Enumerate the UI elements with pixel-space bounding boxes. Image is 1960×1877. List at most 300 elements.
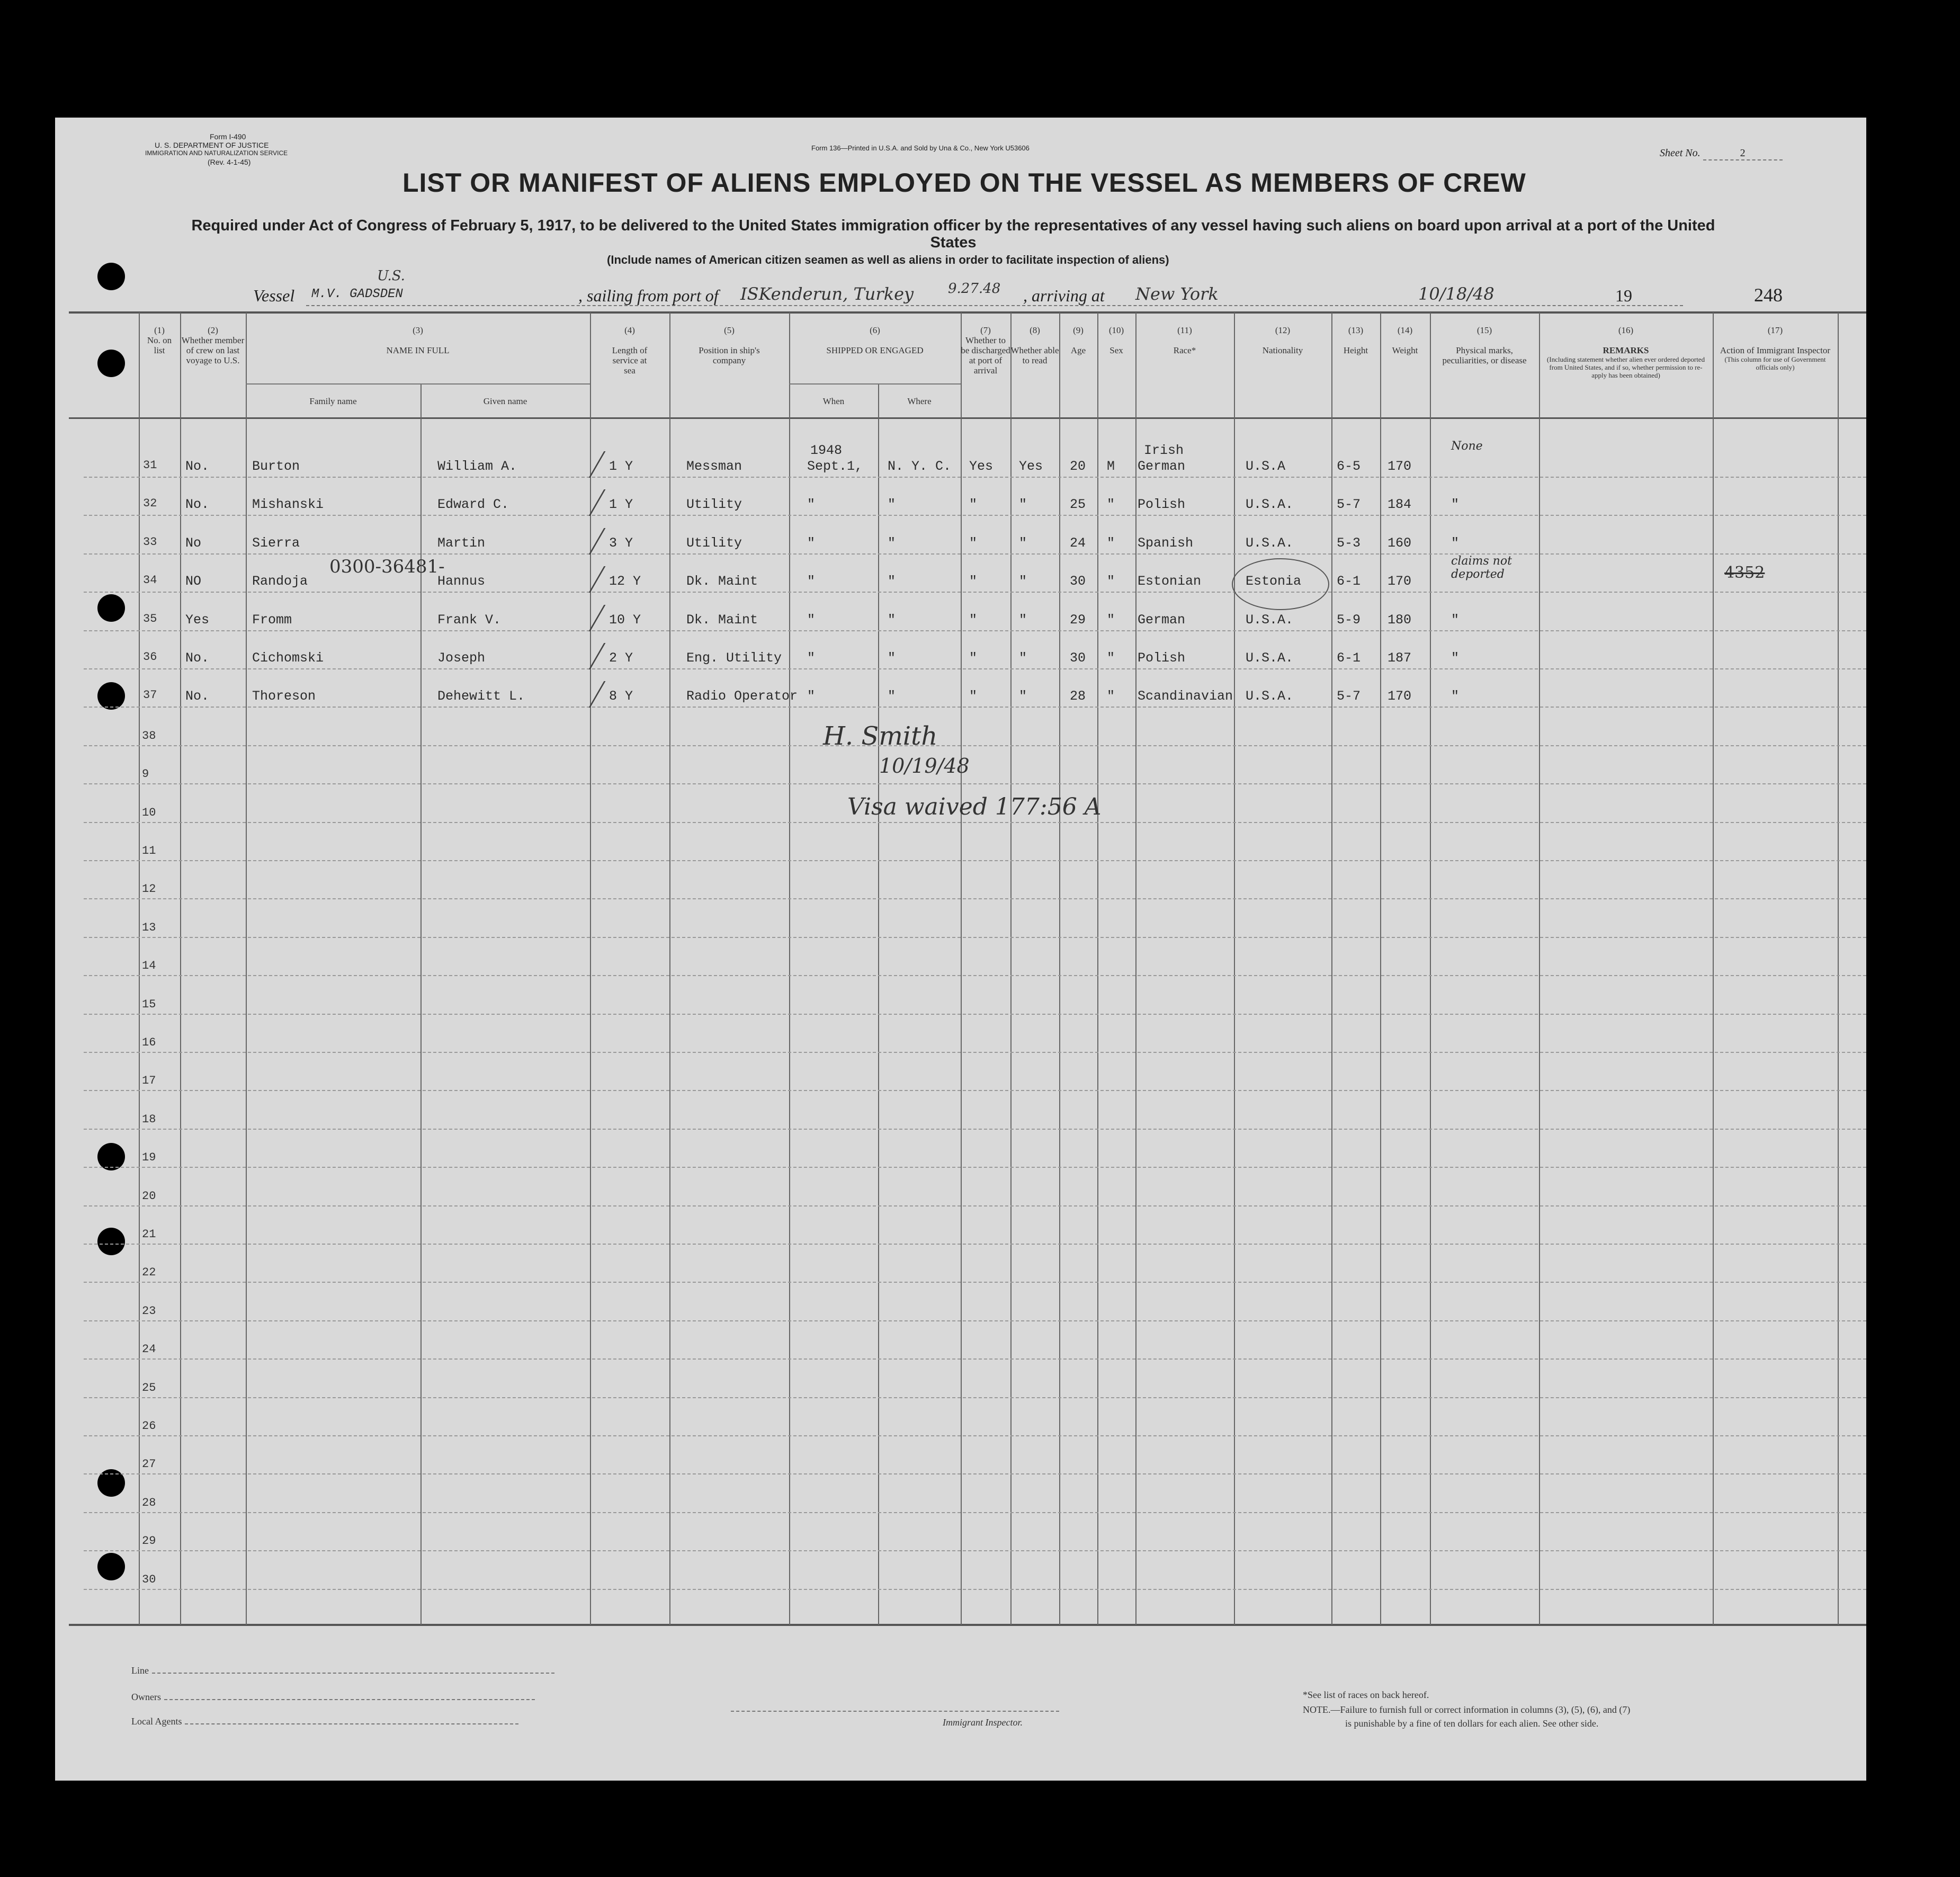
weight: 180 bbox=[1388, 612, 1412, 628]
sailing-date: 9.27.48 bbox=[948, 281, 1001, 297]
position: Utility bbox=[686, 497, 742, 512]
subheader-family-name: Family name bbox=[309, 396, 357, 406]
age: 30 bbox=[1070, 574, 1086, 589]
printer-line: Form 136—Printed in U.S.A. and Sold by Una & Co., New York U53606 bbox=[811, 144, 1030, 152]
height: 6-5 bbox=[1337, 459, 1361, 474]
col-label: Whether able to read bbox=[1010, 345, 1059, 365]
col-header-12 bbox=[1234, 325, 1331, 355]
col-divider bbox=[669, 312, 670, 1625]
prev-voyage: No. bbox=[185, 497, 210, 512]
age: 20 bbox=[1070, 459, 1086, 474]
owners-label: Owners bbox=[131, 1692, 161, 1702]
shipped-when: " bbox=[807, 689, 816, 704]
arriving-date: 10/18/48 bbox=[1418, 284, 1494, 304]
col-num: (5) bbox=[724, 325, 735, 335]
table-bottom-border bbox=[69, 1624, 1866, 1626]
sailing-label: , sailing from port of bbox=[578, 286, 719, 305]
punch-hole bbox=[97, 1553, 125, 1580]
col-label: No. on list bbox=[147, 335, 172, 355]
arriving-port: New York bbox=[1135, 284, 1219, 304]
col-label: REMARKS bbox=[1603, 345, 1649, 355]
family-name: Burton bbox=[252, 459, 300, 474]
penalty-note bbox=[1303, 1704, 1630, 1715]
page-title: LIST OR MANIFEST OF ALIENS EMPLOYED ON THE VESSEL AS MEMBERS OF CREW bbox=[402, 168, 1526, 198]
shipped-where: N. Y. C. bbox=[888, 459, 952, 474]
row-number: 14 bbox=[142, 959, 156, 972]
department-name: U. S. DEPARTMENT OF JUSTICE bbox=[155, 141, 269, 149]
position: Dk. Maint bbox=[686, 612, 758, 628]
service-name: IMMIGRATION AND NATURALIZATION SERVICE bbox=[145, 149, 288, 157]
age: 29 bbox=[1070, 612, 1086, 628]
sailing-port: ISKenderun, Turkey bbox=[740, 284, 914, 304]
shipped-when: " bbox=[807, 574, 816, 589]
row-number: 25 bbox=[142, 1381, 156, 1395]
height: 6-1 bbox=[1337, 650, 1361, 666]
nationality: U.S.A. bbox=[1246, 612, 1294, 628]
row-number: 30 bbox=[142, 1573, 156, 1586]
service-length: 1 Y bbox=[609, 497, 633, 512]
service-length: 1 Y bbox=[609, 459, 633, 474]
col-label: Physical marks, peculiarities, or disease bbox=[1442, 345, 1527, 365]
footer-owners-label bbox=[131, 1692, 535, 1703]
race-note: *See list of races on back hereof. bbox=[1303, 1690, 1429, 1700]
row-number: 33 bbox=[143, 535, 157, 549]
family-name: Fromm bbox=[252, 612, 292, 628]
row-line bbox=[84, 1090, 1866, 1091]
penalty-note-2: is punishable by a fine of ten dollars for each alien. See other side. bbox=[1345, 1718, 1599, 1729]
age: 25 bbox=[1070, 497, 1086, 512]
position: Messman bbox=[686, 459, 742, 474]
inspector-signature: H. Smith bbox=[823, 721, 938, 751]
service-length: 3 Y bbox=[609, 535, 633, 551]
row-number: 9 bbox=[142, 767, 149, 781]
col-label: Weight bbox=[1392, 345, 1418, 355]
col-num: (1) bbox=[154, 325, 165, 335]
age: 30 bbox=[1070, 650, 1086, 666]
height: 5-7 bbox=[1337, 689, 1361, 704]
col-num: (13) bbox=[1348, 325, 1364, 335]
sex: M bbox=[1107, 459, 1115, 474]
race: Estonian bbox=[1138, 574, 1202, 589]
col-label: Length of service at sea bbox=[612, 345, 648, 376]
position: Radio Operator bbox=[686, 689, 798, 704]
header-note: (Include names of American citizen seamen as well as aliens in order to facilitate inspection of aliens) bbox=[607, 253, 1169, 266]
discharge: " bbox=[969, 650, 978, 666]
family-name: Thoreson bbox=[252, 689, 316, 704]
row-number: 15 bbox=[142, 998, 156, 1011]
physical-marks: " bbox=[1451, 650, 1460, 666]
family-name: Cichomski bbox=[252, 650, 324, 666]
col-divider bbox=[139, 312, 140, 1625]
nationality: U.S.A bbox=[1246, 459, 1286, 474]
sex: " bbox=[1107, 689, 1115, 704]
action-note: (This column for use of Government officials only) bbox=[1724, 355, 1826, 371]
col-header-6 bbox=[789, 325, 961, 355]
col-num: (12) bbox=[1275, 325, 1291, 335]
row-number: 31 bbox=[143, 459, 157, 472]
nationality: U.S.A. bbox=[1246, 650, 1294, 666]
shipped-where: " bbox=[888, 612, 896, 628]
row-number: 36 bbox=[143, 650, 157, 664]
row-line bbox=[84, 1167, 1866, 1168]
col-divider bbox=[1097, 312, 1098, 1625]
inspector-signature-line bbox=[731, 1711, 1059, 1712]
punch-hole bbox=[97, 263, 125, 290]
physical-marks: None bbox=[1451, 440, 1483, 453]
able-to-read: " bbox=[1019, 689, 1027, 704]
row-line bbox=[84, 1129, 1866, 1130]
shipped-year: 1948 bbox=[810, 443, 843, 458]
shipped-where: " bbox=[888, 535, 896, 551]
row-number: 13 bbox=[142, 921, 156, 934]
prev-voyage: No bbox=[185, 535, 202, 551]
row-line bbox=[84, 668, 1866, 669]
service-length: 12 Y bbox=[609, 574, 641, 589]
row-number: 19 bbox=[142, 1151, 156, 1164]
col-divider bbox=[1430, 312, 1431, 1625]
row-number: 27 bbox=[142, 1458, 156, 1471]
subheader-given-name: Given name bbox=[483, 396, 527, 406]
col-header-14 bbox=[1380, 325, 1430, 355]
col-label: Height bbox=[1343, 345, 1368, 355]
able-to-read: Yes bbox=[1019, 459, 1043, 474]
vessel-label: Vessel bbox=[253, 286, 295, 305]
weight: 170 bbox=[1388, 459, 1412, 474]
file-number: 0300-36481- bbox=[329, 556, 445, 577]
col-label: Sex bbox=[1109, 345, 1123, 355]
discharge: " bbox=[969, 535, 978, 551]
col-divider bbox=[1135, 312, 1136, 1625]
immigrant-inspector-label: Immigrant Inspector. bbox=[943, 1717, 1023, 1728]
height: 6-1 bbox=[1337, 574, 1361, 589]
height: 5-9 bbox=[1337, 612, 1361, 628]
agents-label: Local Agents bbox=[131, 1716, 182, 1727]
row-number: 23 bbox=[142, 1304, 156, 1318]
header-subdivider bbox=[789, 383, 961, 385]
row-number: 26 bbox=[142, 1419, 156, 1433]
col-divider bbox=[1059, 312, 1060, 1625]
row-line bbox=[84, 1435, 1866, 1436]
family-name: Mishanski bbox=[252, 497, 324, 512]
weight: 170 bbox=[1388, 574, 1412, 589]
col-num: (17) bbox=[1767, 325, 1783, 335]
col-divider bbox=[1331, 312, 1332, 1625]
arriving-label: , arriving at bbox=[1023, 286, 1105, 305]
row-line bbox=[84, 707, 1866, 708]
nationality: Estonia bbox=[1246, 574, 1302, 589]
col-divider bbox=[180, 312, 181, 1625]
col-num: (4) bbox=[624, 325, 635, 335]
row-line bbox=[84, 937, 1866, 938]
punch-hole bbox=[97, 350, 125, 377]
position: Eng. Utility bbox=[686, 650, 782, 666]
sex: " bbox=[1107, 650, 1115, 666]
year-label: 19 bbox=[1615, 286, 1632, 305]
col-header-3 bbox=[246, 325, 590, 355]
row-line bbox=[84, 745, 1866, 746]
given-name: Joseph bbox=[437, 650, 486, 666]
prev-voyage: No. bbox=[185, 689, 210, 704]
col-label: Age bbox=[1070, 345, 1086, 355]
sheet-number-label bbox=[1660, 147, 1783, 160]
given-name: Frank V. bbox=[437, 612, 502, 628]
service-length: 2 Y bbox=[609, 650, 633, 666]
shipped-where: " bbox=[888, 689, 896, 704]
col-header-9 bbox=[1059, 325, 1097, 355]
col-num: (10) bbox=[1108, 325, 1124, 335]
weight: 184 bbox=[1388, 497, 1412, 512]
row-number: 10 bbox=[142, 806, 156, 819]
row-line bbox=[84, 1052, 1866, 1053]
sex: " bbox=[1107, 574, 1115, 589]
form-number: Form I-490 bbox=[210, 132, 246, 141]
col-header-8 bbox=[1010, 325, 1059, 365]
col-num: (11) bbox=[1177, 325, 1192, 335]
row-line bbox=[84, 1550, 1866, 1551]
position: Dk. Maint bbox=[686, 574, 758, 589]
race-top: Irish bbox=[1144, 443, 1184, 458]
col-header-11 bbox=[1135, 325, 1234, 355]
physical-marks: " bbox=[1451, 497, 1460, 512]
col-divider bbox=[878, 383, 879, 1625]
shipped-when: " bbox=[807, 612, 816, 628]
weight: 187 bbox=[1388, 650, 1412, 666]
row-line bbox=[84, 1320, 1866, 1321]
visa-note: Visa waived 177:56 A bbox=[847, 793, 1102, 820]
row-number: 29 bbox=[142, 1534, 156, 1548]
col-num: (8) bbox=[1030, 325, 1040, 335]
subheader-where: Where bbox=[907, 396, 932, 406]
discharge: " bbox=[969, 574, 978, 589]
footer-agents-label bbox=[131, 1716, 518, 1727]
col-header-4 bbox=[590, 325, 669, 376]
row-line bbox=[84, 1014, 1866, 1015]
row-line bbox=[84, 1397, 1866, 1398]
position: Utility bbox=[686, 535, 742, 551]
col-divider bbox=[1838, 312, 1839, 1625]
row-number: 20 bbox=[142, 1190, 156, 1203]
col-label: SHIPPED OR ENGAGED bbox=[826, 345, 924, 355]
row-number: 16 bbox=[142, 1036, 156, 1049]
given-name: Hannus bbox=[437, 574, 486, 589]
weight: 170 bbox=[1388, 689, 1412, 704]
shipped-where: " bbox=[888, 497, 896, 512]
row-number: 22 bbox=[142, 1266, 156, 1279]
col-header-10 bbox=[1097, 325, 1135, 355]
age: 28 bbox=[1070, 689, 1086, 704]
shipped-where: " bbox=[888, 574, 896, 589]
row-line bbox=[84, 1205, 1866, 1206]
sex: " bbox=[1107, 612, 1115, 628]
col-header-2 bbox=[180, 325, 246, 365]
discharge: " bbox=[969, 689, 978, 704]
col-header-7 bbox=[961, 325, 1010, 376]
col-num: (6) bbox=[870, 325, 880, 335]
col-header-16 bbox=[1539, 325, 1713, 379]
col-divider bbox=[1010, 312, 1012, 1625]
col-num: (14) bbox=[1397, 325, 1413, 335]
col-header-15 bbox=[1430, 325, 1539, 365]
row-number: 12 bbox=[142, 882, 156, 896]
row-line bbox=[84, 477, 1866, 478]
family-name: Randoja bbox=[252, 574, 308, 589]
col-label: Whether to be discharged at port of arrival bbox=[961, 335, 1010, 376]
able-to-read: " bbox=[1019, 574, 1027, 589]
discharge: Yes bbox=[969, 459, 994, 474]
table-top-border bbox=[69, 311, 1866, 314]
col-label: Nationality bbox=[1262, 345, 1303, 355]
footer-line-label bbox=[131, 1665, 554, 1676]
height: 5-3 bbox=[1337, 535, 1361, 551]
discharge: " bbox=[969, 497, 978, 512]
note-label: NOTE.— bbox=[1303, 1704, 1340, 1715]
row-number: 38 bbox=[142, 729, 156, 743]
prev-voyage: Yes bbox=[185, 612, 210, 628]
row-line bbox=[84, 553, 1866, 555]
race: Spanish bbox=[1138, 535, 1194, 551]
col-header-1 bbox=[139, 325, 180, 355]
punch-hole bbox=[97, 594, 125, 622]
service-length: 10 Y bbox=[609, 612, 641, 628]
vessel-prefix: U.S. bbox=[377, 268, 405, 284]
shipped-when: " bbox=[807, 535, 816, 551]
col-label: Position in ship's company bbox=[699, 345, 760, 365]
prev-voyage: No. bbox=[185, 650, 210, 666]
race: Polish bbox=[1138, 650, 1186, 666]
col-num: (7) bbox=[980, 325, 991, 335]
stamp-number: 248 bbox=[1754, 284, 1783, 306]
row-line bbox=[84, 630, 1866, 631]
col-divider bbox=[789, 312, 790, 1625]
inspector-date: 10/19/48 bbox=[879, 754, 970, 777]
crossed-number: 4352 bbox=[1724, 564, 1765, 582]
able-to-read: " bbox=[1019, 535, 1027, 551]
vessel-line bbox=[253, 268, 1815, 307]
vessel-name: M.V. GADSDEN bbox=[311, 287, 403, 301]
given-name: Dehewitt L. bbox=[437, 689, 525, 704]
page-subtitle: Required under Act of Congress of February 5, 1917, to be delivered to the United States immigration officer by the representatives of any vessel having such aliens on board upon arrival at a port of the United States bbox=[191, 217, 1715, 251]
shipped-when: " bbox=[807, 650, 816, 666]
row-line bbox=[84, 1512, 1866, 1513]
col-header-5 bbox=[669, 325, 789, 365]
col-label: Action of Immigrant Inspector bbox=[1720, 345, 1831, 355]
row-number: 17 bbox=[142, 1074, 156, 1087]
col-header-17 bbox=[1713, 325, 1838, 371]
col-header-13 bbox=[1331, 325, 1380, 355]
punch-hole bbox=[97, 1228, 125, 1255]
col-num: (2) bbox=[208, 325, 218, 335]
prev-voyage: No. bbox=[185, 459, 210, 474]
sheet-number: 2 bbox=[1703, 147, 1783, 160]
col-divider bbox=[1713, 312, 1714, 1625]
note-text: Failure to furnish full or correct information in columns (3), (5), (6), and (7) bbox=[1340, 1704, 1631, 1715]
row-line bbox=[84, 1282, 1866, 1283]
row-line bbox=[84, 1244, 1866, 1245]
subheader-when: When bbox=[822, 396, 845, 406]
col-num: (3) bbox=[413, 325, 423, 335]
col-divider bbox=[1234, 312, 1235, 1625]
row-line bbox=[84, 515, 1866, 516]
weight: 160 bbox=[1388, 535, 1412, 551]
vessel-underline bbox=[306, 305, 1683, 306]
col-label: Whether member of crew on last voyage to U.S. bbox=[181, 335, 245, 365]
revision-date: (Rev. 4-1-45) bbox=[208, 158, 251, 166]
row-line bbox=[84, 783, 1866, 784]
row-line bbox=[84, 1589, 1866, 1590]
row-number: 21 bbox=[142, 1228, 156, 1241]
col-num: (15) bbox=[1476, 325, 1492, 335]
shipped-where: " bbox=[888, 650, 896, 666]
remarks-note: (Including statement whether alien ever ordered deported from United States, and if so, whether permission to re-apply has been obtained) bbox=[1546, 355, 1705, 379]
able-to-read: " bbox=[1019, 650, 1027, 666]
col-divider bbox=[1380, 312, 1381, 1625]
shipped-when: Sept.1, bbox=[807, 459, 863, 474]
sex: " bbox=[1107, 497, 1115, 512]
header-bottom-border bbox=[69, 417, 1866, 419]
col-num: (16) bbox=[1618, 325, 1634, 335]
row-number: 35 bbox=[143, 612, 157, 625]
row-number: 37 bbox=[143, 689, 157, 702]
able-to-read: " bbox=[1019, 612, 1027, 628]
given-name: Edward C. bbox=[437, 497, 509, 512]
punch-hole bbox=[97, 682, 125, 710]
prev-voyage: NO bbox=[185, 574, 202, 589]
given-name: William A. bbox=[437, 459, 517, 474]
service-length: 8 Y bbox=[609, 689, 633, 704]
row-line bbox=[84, 822, 1866, 823]
physical-marks: " bbox=[1451, 535, 1460, 551]
height: 5-7 bbox=[1337, 497, 1361, 512]
age: 24 bbox=[1070, 535, 1086, 551]
row-line bbox=[84, 1473, 1866, 1474]
col-label: Race* bbox=[1173, 345, 1196, 355]
physical-marks: " bbox=[1451, 612, 1460, 628]
race: Polish bbox=[1138, 497, 1186, 512]
sex: " bbox=[1107, 535, 1115, 551]
col-num: (9) bbox=[1073, 325, 1084, 335]
row-number: 28 bbox=[142, 1496, 156, 1509]
row-line bbox=[84, 860, 1866, 861]
col-divider bbox=[246, 312, 247, 1625]
sheet-label: Sheet No. bbox=[1660, 147, 1701, 159]
nationality: U.S.A. bbox=[1246, 689, 1294, 704]
given-name: Martin bbox=[437, 535, 486, 551]
nationality-circle bbox=[1232, 558, 1329, 610]
row-line bbox=[84, 592, 1866, 593]
physical-marks: claims not deported bbox=[1451, 555, 1512, 581]
shipped-when: " bbox=[807, 497, 816, 512]
row-line bbox=[84, 1358, 1866, 1360]
nationality: U.S.A. bbox=[1246, 497, 1294, 512]
row-number: 18 bbox=[142, 1113, 156, 1126]
line-label: Line bbox=[131, 1665, 149, 1676]
race: Scandinavian bbox=[1138, 689, 1233, 704]
row-number: 11 bbox=[142, 844, 156, 857]
col-label: NAME IN FULL bbox=[386, 345, 450, 355]
able-to-read: " bbox=[1019, 497, 1027, 512]
family-name: Sierra bbox=[252, 535, 300, 551]
physical-marks: " bbox=[1451, 689, 1460, 704]
nationality: U.S.A. bbox=[1246, 535, 1294, 551]
row-line bbox=[84, 898, 1866, 899]
col-divider bbox=[961, 312, 962, 1625]
race: German bbox=[1138, 459, 1186, 474]
row-number: 24 bbox=[142, 1343, 156, 1356]
col-divider bbox=[1539, 312, 1540, 1625]
discharge: " bbox=[969, 612, 978, 628]
header-subdivider bbox=[246, 383, 590, 385]
row-line bbox=[84, 975, 1866, 976]
